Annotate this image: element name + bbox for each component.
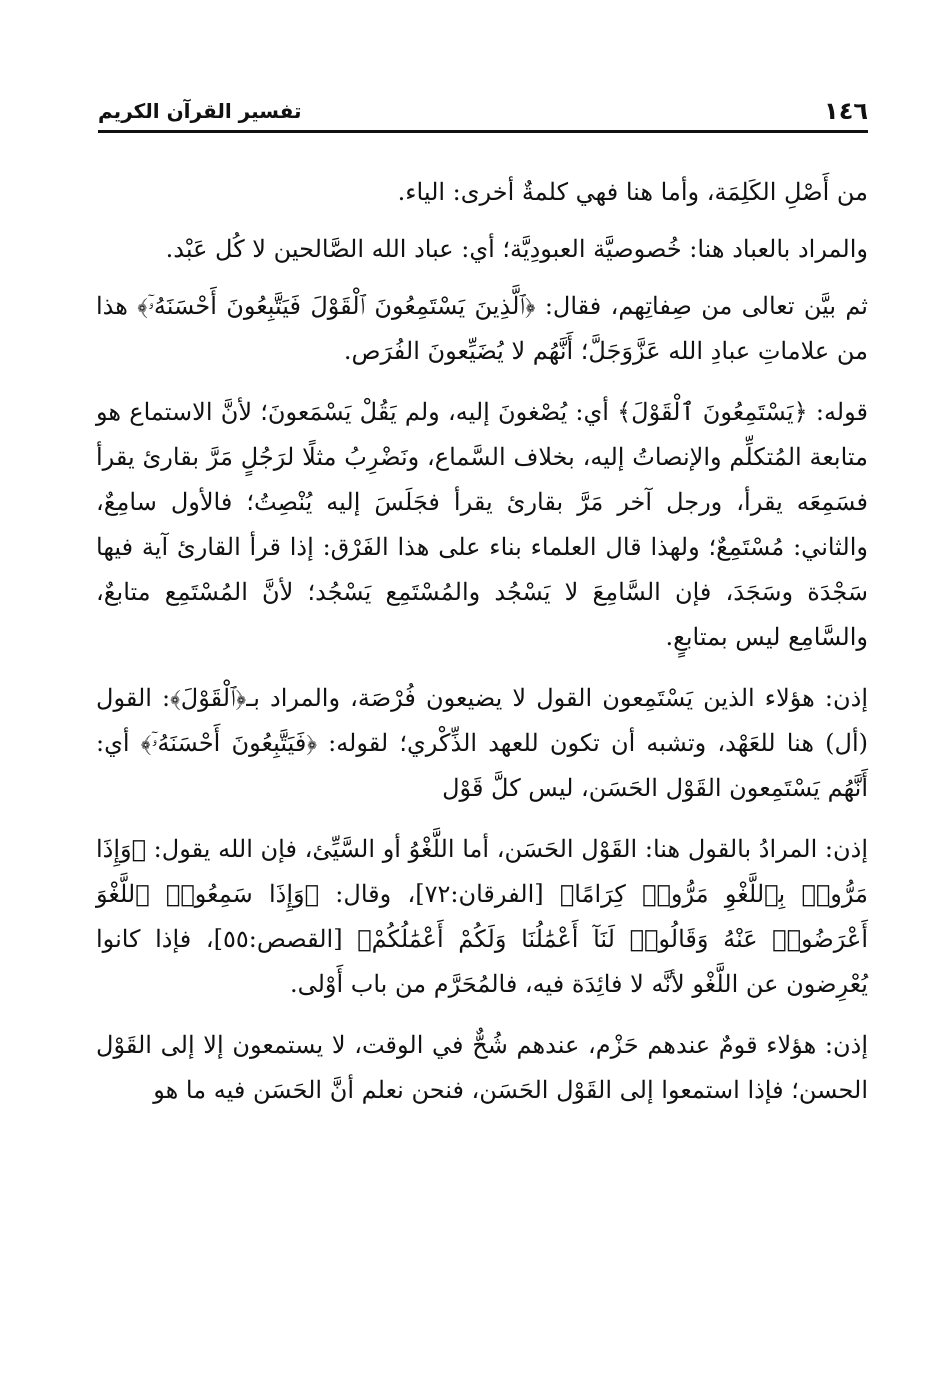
paragraph-5: إذن: هؤلاء الذين يَسْتَمِعون القول لا يضيعون فُرْصَة، والمراد بـ﴿ٱلْقَوْلَ﴾: القول (أل) هنا للعَهْد، وتشبه أن تكون للعهد الذِّكْري؛ لقوله: ﴿فَيَتَّبِعُونَ أَحْسَنَهُۥٓ﴾ أي: أَنَّهُم يَسْتَمِعون القَوْل الحَسَن، ليس كلَّ قَوْل xyxy=(96,684,868,802)
paragraph-6: إذن: المرادُ بالقول هنا: القَوْل الحَسَن، أما اللَّغْوُ أو السَّيِّئ، فإن الله يقول: ﴿وَإِذَا مَرُّوا۟ بِٱللَّغْوِ مَرُّوا۟ كِرَامًا﴾ [الفرقان:٧٢]، وقال: ﴿وَإِذَا سَمِعُوا۟ ٱللَّغْوَ أَعْرَضُوا۟ عَنْهُ وَقَالُوا۟ لَنَآ أَعْمَٰلُنَا وَلَكُمْ أَعْمَٰلُكُمْ﴾ [القصص:٥٥]، فإذا كانوا يُعْرِضون عن اللَّغْو لأنَّه لا فائِدَة فيه، فالمُحَرَّم من باب أَوْلى. xyxy=(96,835,869,998)
page-number: ١٤٦ xyxy=(824,97,868,125)
header-divider xyxy=(98,130,868,133)
page-header xyxy=(98,96,868,130)
book-title: تفسير القرآن الكريم xyxy=(98,99,302,123)
paragraph-4: قوله: ﴿يَسْتَمِعُونَ ٱلْقَوْلَ﴾ أي: يُصْغونَ إليه، ولم يَقُلْ يَسْمَعونَ؛ لأنَّ الاستماع هو متابعة المُتكلِّم والإنصاتُ إليه، بخلاف السَّماع، ونَضْرِبُ مثلًا لرَجُلٍ مَرَّ بقارئ يقرأ فسَمِعَه يقرأ، ورجل آخر مَرَّ بقارئ يقرأ فجَلَسَ إليه يُنْصِتُ؛ فالأول سامِعٌ، والثاني: مُسْتَمِعٌ؛ ولهذا قال العلماء بناء على هذا الفَرْق: إذا قرأ القارئ آية فيها سَجْدَة وسَجَدَ، فإن السَّامِعَ لا يَسْجُد والمُسْتَمِع يَسْجُد؛ لأنَّ المُسْتَمِع متابعٌ، والسَّامِع ليس بمتابعٍ. xyxy=(96,398,868,651)
paragraph-2: والمراد بالعباد هنا: خُصوصيَّة العبودِيَّة؛ أي: عباد الله الصَّالحين لا كُل عَبْد. xyxy=(165,235,868,263)
body-text xyxy=(96,170,868,1129)
paragraph-3: ثم بيَّن تعالى من صِفاتِهم، فقال: ﴿ٱلَّذِينَ يَسْتَمِعُونَ ٱلْقَوْلَ فَيَتَّبِعُونَ أَحْسَنَهُۥٓ﴾ هذا من علاماتِ عبادِ الله عَزَّوَجَلَّ؛ أَنَّهُم لا يُضَيِّعونَ الفُرَص. xyxy=(96,292,868,365)
paragraph-7: إذن: هؤلاء قومٌ عندهم حَزْم، عندهم شُحٌّ في الوقت، لا يستمعون إلا إلى القَوْل الحسن؛ فإذا استمعوا إلى القَوْل الحَسَن، فنحن نعلم أنَّ الحَسَن فيه ما هو xyxy=(96,1031,868,1104)
paragraph-1: من أَصْلِ الكَلِمَة، وأما هنا فهي كلمةٌ أخرى: الياء. xyxy=(397,178,868,206)
